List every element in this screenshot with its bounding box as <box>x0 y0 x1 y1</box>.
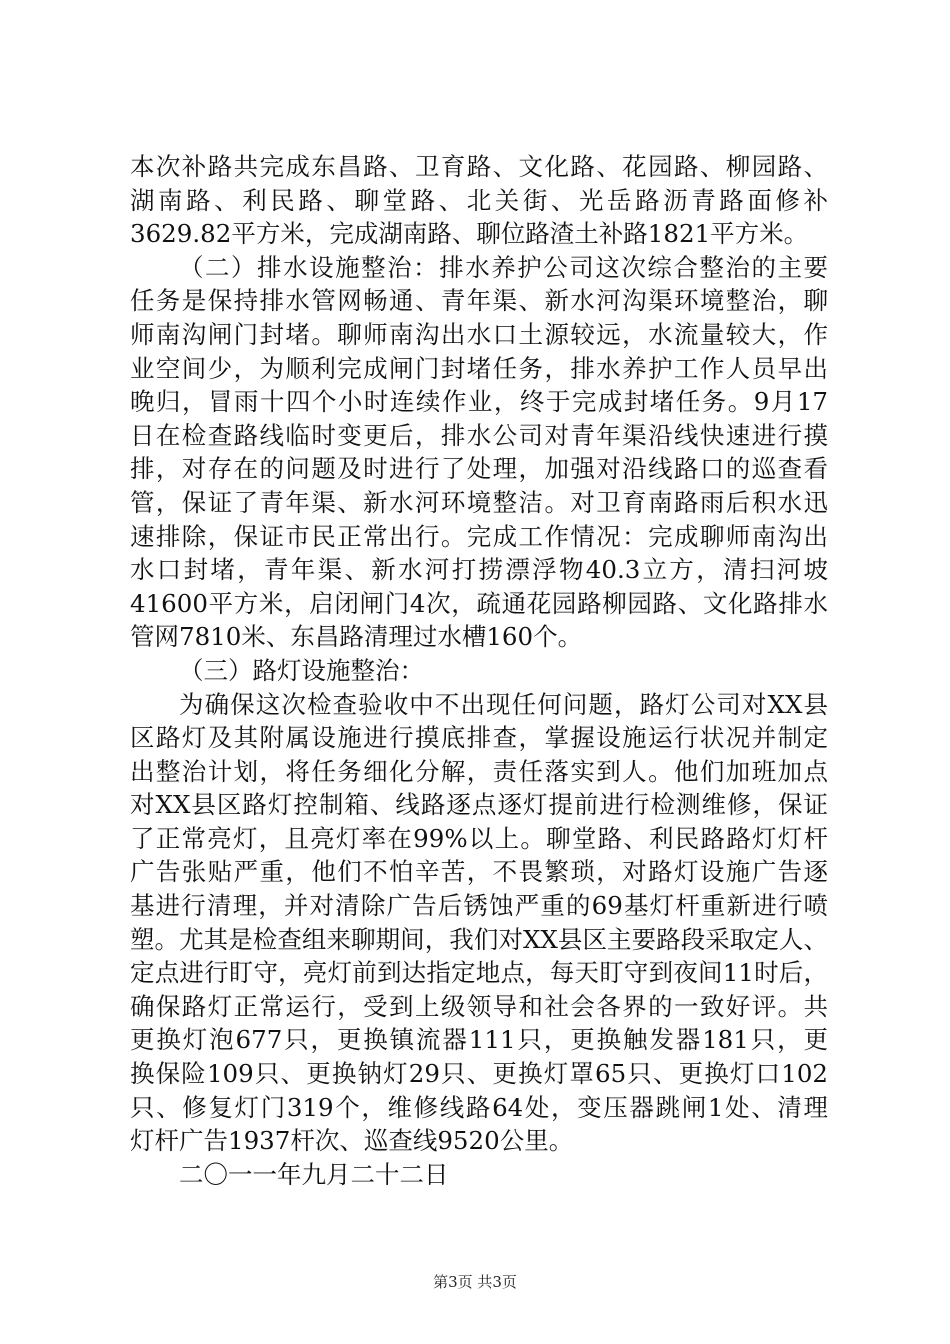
paragraph-street-lights <box>130 688 828 1158</box>
text-line: 更换灯泡677只，更换镇流器111只，更换触发器181只，更 <box>130 1025 828 1055</box>
text-line: 为确保这次检查验收中不出现任何问题，路灯公司对XX县 <box>179 689 828 719</box>
paragraph-drainage <box>130 251 828 654</box>
text-line: 对XX县区路灯控制箱、线路逐点逐灯提前进行检测维修，保证 <box>130 790 828 820</box>
text-line: 任务是保持排水管网畅通、青年渠、新水河沟渠环境整治，聊 <box>130 286 828 316</box>
text-line: 日在检查路线临时变更后，排水公司对青年渠沿线快速进行摸 <box>130 420 828 450</box>
text-line: 排，对存在的问题及时进行了处理，加强对沿线路口的巡查看 <box>130 454 828 484</box>
document-body <box>130 150 828 1191</box>
text-line: 水口封堵，青年渠、新水河打捞漂浮物40.3立方，清扫河坡 <box>130 555 828 585</box>
page-number: 第3页 共3页 <box>433 1273 517 1291</box>
text-line: 定点进行盯守，亮灯前到达指定地点，每天盯守到夜间11时后， <box>130 958 828 988</box>
text-line: 了正常亮灯，且亮灯率在99%以上。聊堂路、利民路路灯灯杆 <box>130 823 828 853</box>
document-date: 二〇一一年九月二十二日 <box>179 1159 449 1189</box>
text-line: 出整治计划，将任务细化分解，责任落实到人。他们加班加点 <box>130 756 828 786</box>
text-line: 管，保证了青年渠、新水河环境整洁。对卫育南路雨后积水迅 <box>130 487 828 517</box>
text-line: 本次补路共完成东昌路、卫育路、文化路、花园路、柳园路、 <box>130 152 828 181</box>
section-heading-street-lights: （三）路灯设施整治： <box>179 655 424 685</box>
text-line: 塑。尤其是检查组来聊期间，我们对XX县区主要路段采取定人、 <box>130 924 828 954</box>
page-footer <box>0 1272 950 1292</box>
text-line: 灯杆广告1937杆次、巡查线9520公里。 <box>130 1126 574 1156</box>
text-line: 只、修复灯门319个，维修线路64处，变压器跳闸1处、清理 <box>130 1092 828 1122</box>
text-line: 广告张贴严重，他们不怕辛苦，不畏繁琐，对路灯设施广告逐 <box>130 857 828 887</box>
text-line: 业空间少，为顺利完成闸门封堵任务，排水养护工作人员早出 <box>130 353 828 383</box>
text-line: 管网7810米、东昌路清理过水槽160个。 <box>130 622 583 652</box>
text-line: 晚归，冒雨十四个小时连续作业，终于完成封堵任务。9月17 <box>130 387 828 417</box>
text-line: 区路灯及其附属设施进行摸底排查，掌握设施运行状况并制定 <box>130 723 828 753</box>
text-line: 确保路灯正常运行，受到上级领导和社会各界的一致好评。共 <box>130 991 828 1021</box>
text-line: 基进行清理，并对清除广告后锈蚀严重的69基灯杆重新进行喷 <box>130 891 828 921</box>
paragraph-road-repair <box>130 150 828 251</box>
text-line: （二）排水设施整治：排水养护公司这次综合整治的主要 <box>179 252 828 282</box>
text-line: 速排除，保证市民正常出行。完成工作情况：完成聊师南沟出 <box>130 521 828 551</box>
text-line: 师南沟闸门封堵。聊师南沟出水口土源较远，水流量较大，作 <box>130 319 828 349</box>
text-line: 41600平方米，启闭闸门4次，疏通花园路柳园路、文化路排水 <box>130 588 828 618</box>
text-line: 湖南路、利民路、聊堂路、北关街、光岳路沥青路面修补 <box>130 185 828 215</box>
text-line: 换保险109只、更换钠灯29只、更换灯罩65只、更换灯口102 <box>130 1059 828 1089</box>
text-line: 3629.82平方米，完成湖南路、聊位路渣土补路1821平方米。 <box>130 219 809 249</box>
